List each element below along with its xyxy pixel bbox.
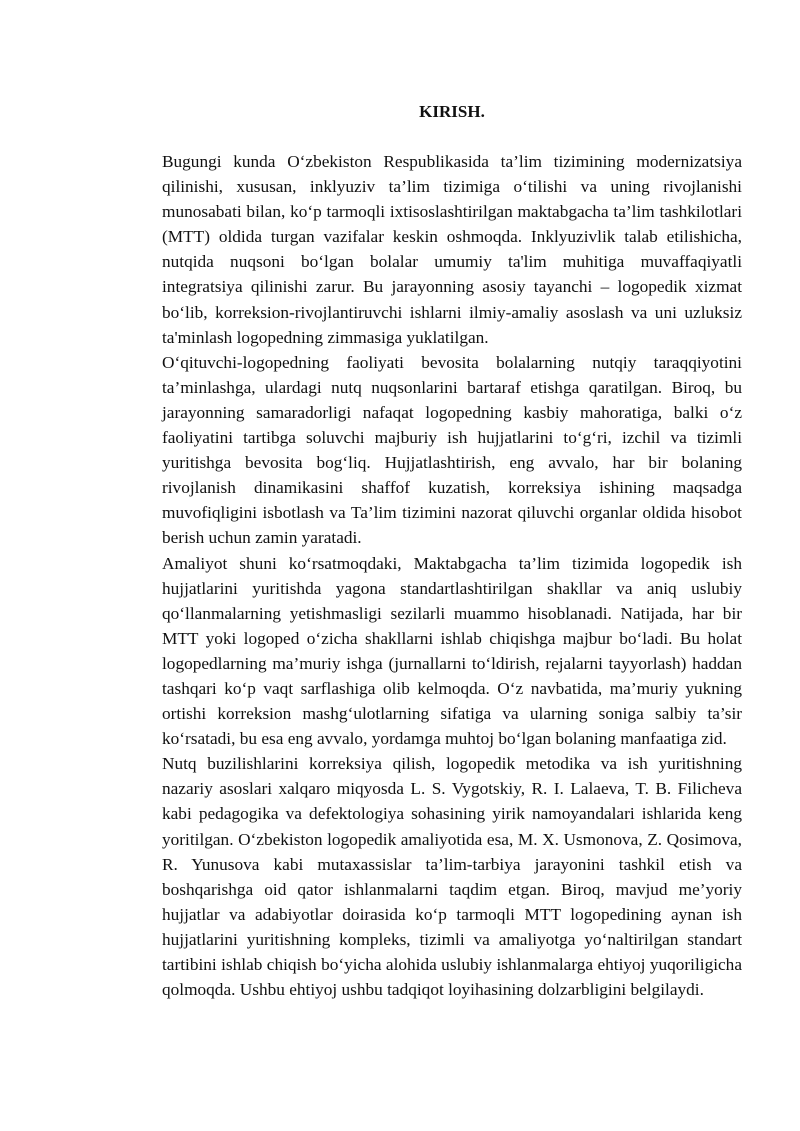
paragraph: O‘qituvchi-logopedning faoliyati bevosita bolalarning nutqiy taraqqiyotini ta’minlashga, ulardagi nutq nuqsonlarini bartaraf etishga qaratilgan. Biroq, bu jarayonning samaradorligi nafaqat logopedning kasbiy mahoratiga, balki o‘z faoliyatini tartibga soluvchi majburiy ish hujjatlarini to‘g‘ri, izchil va tizimli yuritishga bevosita bog‘liq. Hujjatlashtirish, eng avvalo, har bir bolaning rivojlanish dinamikasini shaffof kuzatish, korreksiya ishining maqsadga muvofiqligini isbotlash va Ta’lim tizimini nazorat qiluvchi organlar oldida hisobot berish uchun zamin yaratadi. xyxy=(162,352,742,548)
paragraph: Nutq buzilishlarini korreksiya qilish, logopedik metodika va ish yuritishning nazariy asoslari xalqaro miqyosda L. S. Vygotskiy, R. I. Lalaeva, T. B. Filicheva kabi pedagogika va defektologiya sohasining yirik namoyandalari ishlarida keng yoritilgan. O‘zbekiston logopedik amaliyotida esa, M. X. Usmonova, Z. Qosimova, R. Yunusova kabi mutaxassislar ta’lim-tarbiya jarayonini tashkil etish va boshqarishga oid qator ishlanmalarni taqdim etgan. Biroq, mavjud me’yoriy hujjatlar va adabiyotlar doirasida ko‘p tarmoqli MTT logopedining aynan ish hujjatlarini yuritishning kompleks, tizimli va amaliyotga yo‘naltirilgan standart tartibini ishlab chiqish bo‘yicha alohida uslubiy ishlanmalarga ehtiyoj yuqoriligicha qolmoqda. Ushbu ehtiyoj ushbu tadqiqot loyihasining dolzarbligini belgilaydi. xyxy=(162,754,742,1000)
paragraph: Amaliyot shuni ko‘rsatmoqdaki, Maktabgacha ta’lim tizimida logopedik ish hujjatlarini yuritishda yagona standartlashtirilgan shakllar va aniq uslubiy qo‘llanmalarning yetishmasligi sezilarli muammo hisoblanadi. Natijada, har bir MTT yoki logoped o‘zicha shakllarni ishlab chiqishga majbur bo‘ladi. Bu holat logopedlarning ma’muriy ishga (jurnallarni to‘ldirish, rejalarni tayyorlash) haddan tashqari ko‘p vaqt sarflashiga olib kelmoqda. O‘z navbatida, ma’muriy yukning ortishi korreksion mashg‘ulotlarning sifatiga va ularning soniga salbiy ta’sir ko‘rsatadi, bu esa eng avvalo, yordamga muhtoj bo‘lgan bolaning manfaatiga zid. xyxy=(162,553,742,749)
paragraph: Bugungi kunda O‘zbekiston Respublikasida ta’lim tizimining modernizatsiya qilinishi, xususan, inklyuziv ta’lim tizimiga o‘tilishi va uning rivojlanishi munosabati bilan, ko‘p tarmoqli ixtisoslashtirilgan maktabgacha ta’lim tashkilotlari (MTT) oldida turgan vazifalar keskin oshmoqda. Inklyuzivlik talab etilishicha, nutqida nuqsoni bo‘lgan bolalar umumiy ta'lim muhitiga muvaffaqiyatli integratsiya qilinishi zarur. Bu jarayonning asosiy tayanchi – logopedik xizmat bo‘lib, korreksion-rivojlantiruvchi ishlarni ilmiy-amaliy asoslash va uni uzluksiz ta'minlash logopedning zimmasiga yuklatilgan. xyxy=(162,152,742,347)
page-title: KIRISH. xyxy=(419,102,485,121)
document-body xyxy=(162,149,742,1002)
